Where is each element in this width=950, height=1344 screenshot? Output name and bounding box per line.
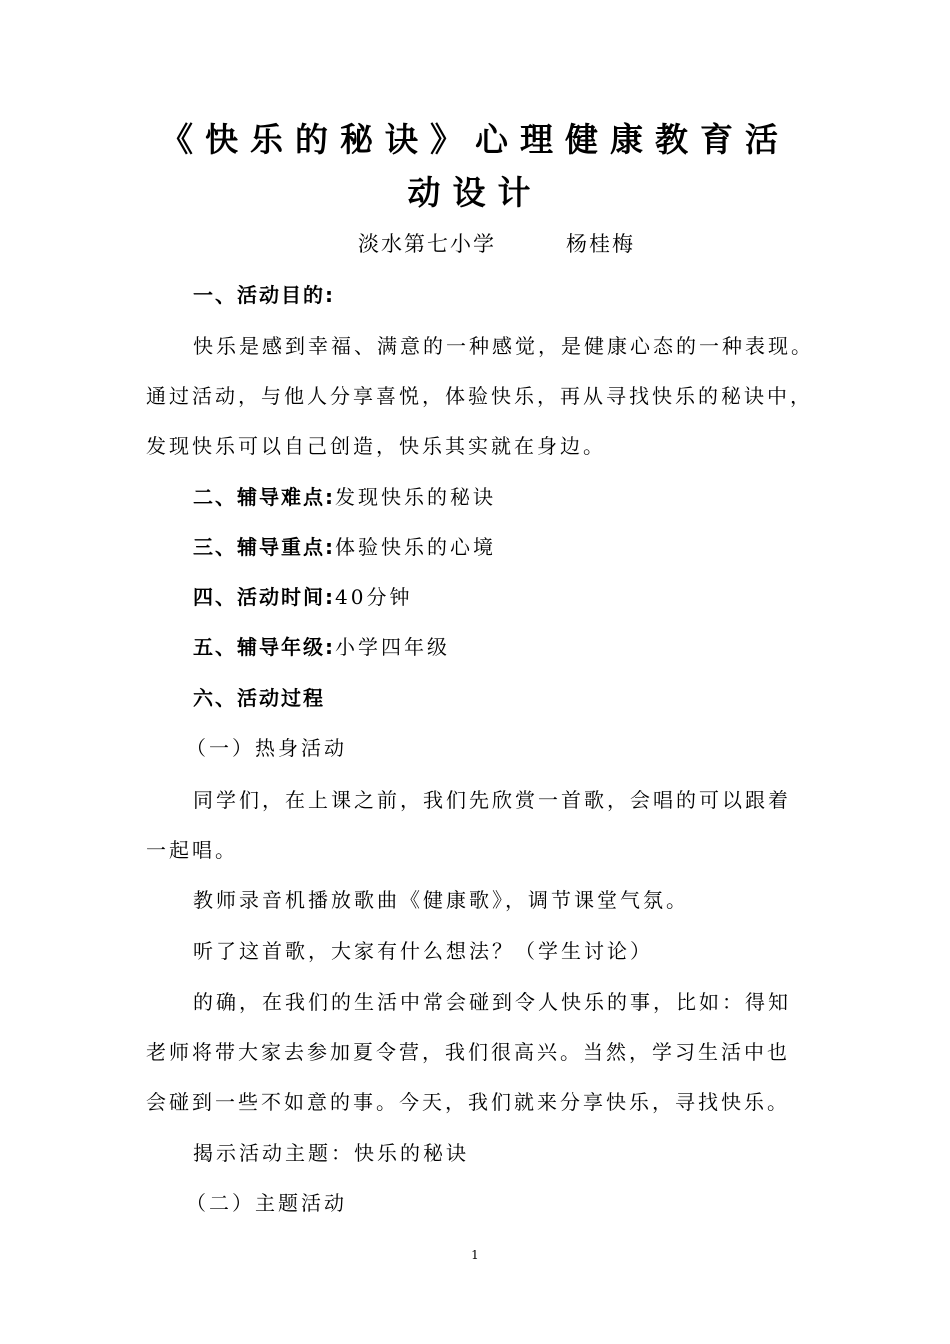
section-duration xyxy=(193,582,412,612)
paragraph-song: 教师录音机播放歌曲《健康歌》，调节课堂气氛。 xyxy=(193,888,689,912)
section-focus xyxy=(193,532,496,562)
section-difficulty-value: 发现快乐的秘诀 xyxy=(335,485,496,509)
section-focus-value: 体验快乐的心境 xyxy=(335,535,496,559)
paragraph-goal-line-3: 发现快乐可以自己创造，快乐其实就在身边。 xyxy=(146,434,606,458)
document-title-line-1: 《快乐的秘诀》心理健康教育活 xyxy=(160,120,790,159)
section-heading-goal: 一、活动目的: xyxy=(193,283,335,307)
paragraph-theme: 揭示活动主题：快乐的秘诀 xyxy=(193,1141,469,1165)
paragraph-indeed-line-1: 的确，在我们的生活中常会碰到令人快乐的事，比如：得知 xyxy=(193,990,791,1014)
paragraph-question: 听了这首歌，大家有什么想法？（学生讨论） xyxy=(193,939,653,963)
section-difficulty-label: 二、辅导难点: xyxy=(193,485,335,509)
paragraph-goal-line-1: 快乐是感到幸福、满意的一种感觉，是健康心态的一种表现。 xyxy=(193,334,814,358)
subsection-main-activity: （二）主题活动 xyxy=(186,1191,347,1215)
page-number: 1 xyxy=(471,1248,479,1262)
paragraph-warmup-line-2: 一起唱。 xyxy=(146,838,238,862)
paragraph-indeed-line-3: 会碰到一些不如意的事。今天，我们就来分享快乐，寻找快乐。 xyxy=(146,1090,790,1114)
author-line xyxy=(358,228,635,258)
section-grade xyxy=(193,632,450,662)
paragraph-warmup-line-1: 同学们，在上课之前，我们先欣赏一首歌，会唱的可以跟着 xyxy=(193,788,791,812)
section-duration-label: 四、活动时间: xyxy=(193,585,335,609)
author-school: 淡水第七小学 xyxy=(358,232,496,256)
document-title-line-2: 动设计 xyxy=(407,173,543,212)
paragraph-indeed-line-2: 老师将带大家去参加夏令营，我们很高兴。当然，学习生活中也 xyxy=(146,1040,790,1064)
subsection-warmup: （一）热身活动 xyxy=(186,736,347,760)
paragraph-goal-line-2: 通过活动，与他人分享喜悦，体验快乐，再从寻找快乐的秘诀中， xyxy=(146,384,813,408)
section-duration-value: 40分钟 xyxy=(335,585,413,609)
section-difficulty xyxy=(193,482,496,512)
section-heading-process: 六、活动过程 xyxy=(193,686,325,710)
section-grade-label: 五、辅导年级: xyxy=(193,635,335,659)
section-grade-value: 小学四年级 xyxy=(335,635,450,659)
author-name: 杨桂梅 xyxy=(566,232,635,256)
section-focus-label: 三、辅导重点: xyxy=(193,535,335,559)
